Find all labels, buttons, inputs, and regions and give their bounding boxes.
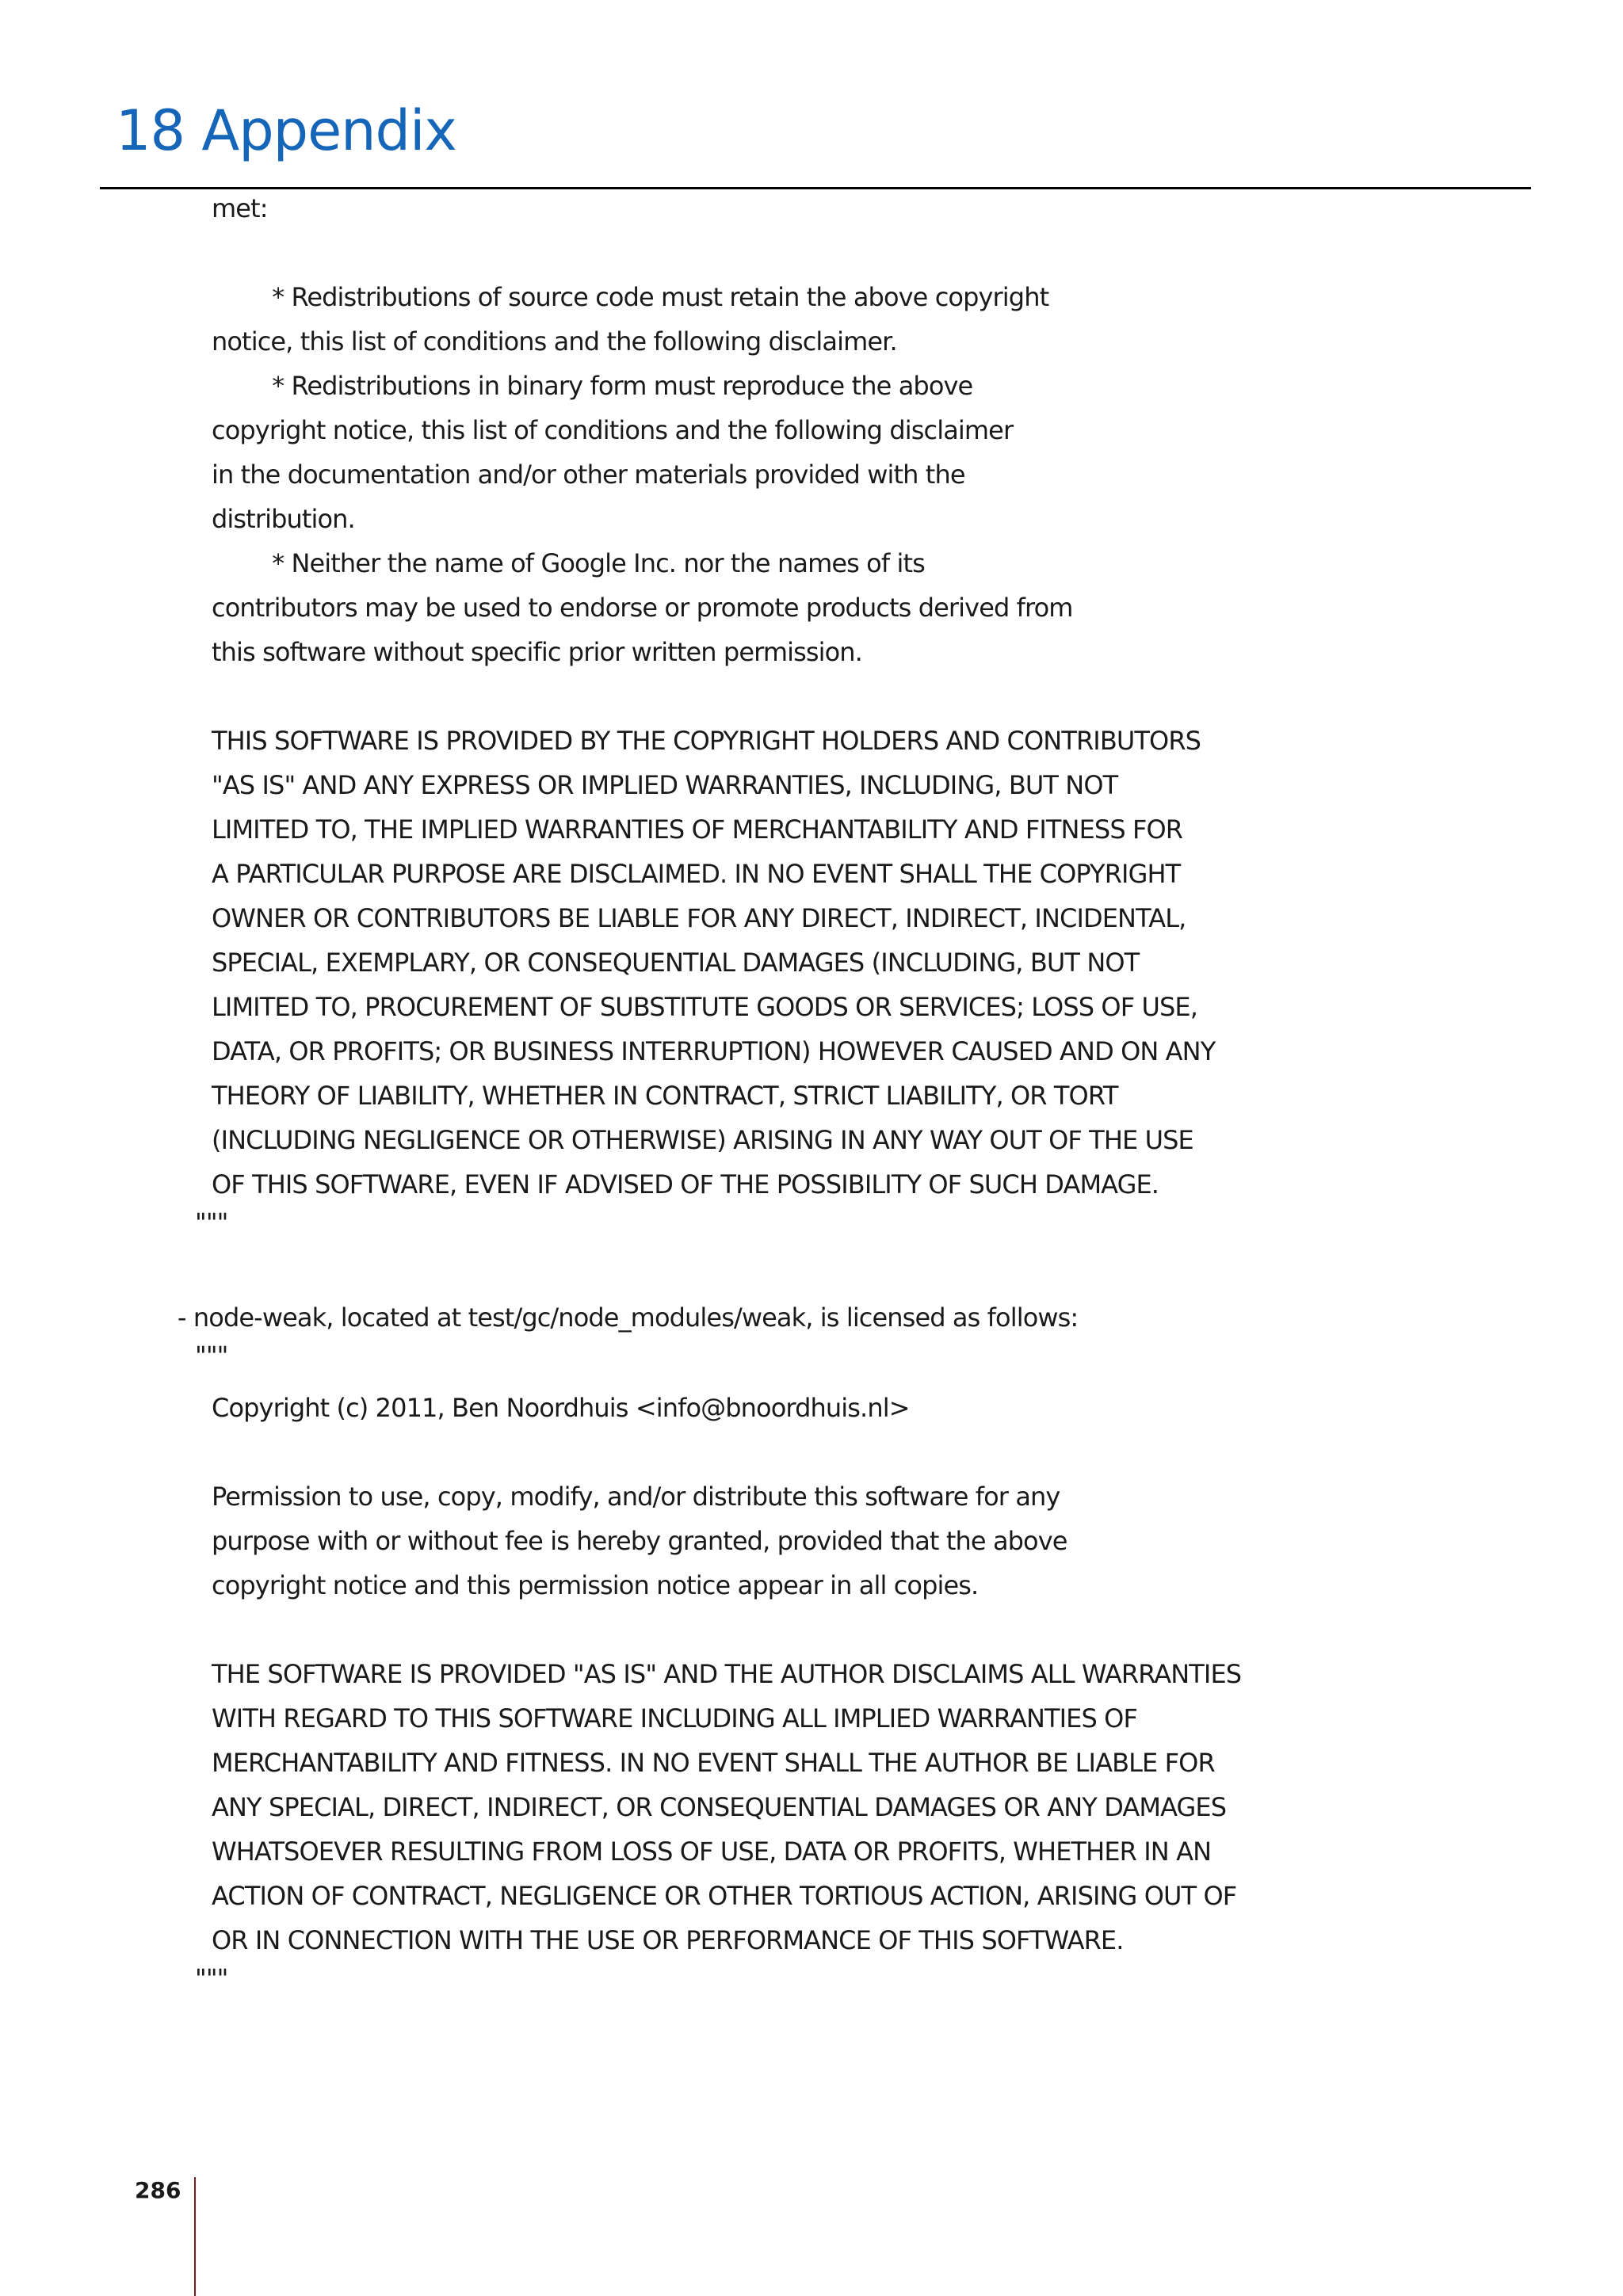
text-line: LIMITED TO, PROCUREMENT OF SUBSTITUTE GOODS OR SERVICES; LOSS OF USE, (212, 992, 1198, 1022)
text-line: """ (195, 1963, 228, 1993)
text-line: OR IN CONNECTION WITH THE USE OR PERFORMANCE OF THIS SOFTWARE. (212, 1925, 1124, 1955)
text-line: * Redistributions in binary form must reproduce the above (242, 371, 973, 401)
footer-divider (194, 2177, 196, 2296)
text-line: * Redistributions of source code must retain the above copyright (242, 282, 1049, 312)
text-line: SPECIAL, EXEMPLARY, OR CONSEQUENTIAL DAMAGES (INCLUDING, BUT NOT (212, 948, 1140, 978)
text-line: MERCHANTABILITY AND FITNESS. IN NO EVENT SHALL THE AUTHOR BE LIABLE FOR (212, 1748, 1215, 1778)
text-line: THEORY OF LIABILITY, WHETHER IN CONTRACT, STRICT LIABILITY, OR TORT (212, 1081, 1118, 1111)
text-line: notice, this list of conditions and the following disclaimer. (212, 326, 897, 357)
text-line: * Neither the name of Google Inc. nor the names of its (242, 548, 925, 578)
text-line: Copyright (c) 2011, Ben Noordhuis <info@bnoordhuis.nl> (212, 1393, 910, 1423)
text-line: this software without specific prior written permission. (212, 637, 862, 667)
text-line: LIMITED TO, THE IMPLIED WARRANTIES OF MERCHANTABILITY AND FITNESS FOR (212, 814, 1183, 845)
text-line: ANY SPECIAL, DIRECT, INDIRECT, OR CONSEQUENTIAL DAMAGES OR ANY DAMAGES (212, 1792, 1227, 1822)
text-line: copyright notice, this list of conditions and the following disclaimer (212, 415, 1014, 445)
text-line: "AS IS" AND ANY EXPRESS OR IMPLIED WARRANTIES, INCLUDING, BUT NOT (212, 770, 1118, 800)
text-line: """ (195, 1207, 228, 1238)
text-line: WHATSOEVER RESULTING FROM LOSS OF USE, DATA OR PROFITS, WHETHER IN AN (212, 1836, 1212, 1867)
text-line: purpose with or without fee is hereby granted, provided that the above (212, 1526, 1067, 1556)
text-line: in the documentation and/or other materials provided with the (212, 460, 965, 490)
page-number: 286 (135, 2177, 181, 2203)
text-line: OWNER OR CONTRIBUTORS BE LIABLE FOR ANY DIRECT, INDIRECT, INCIDENTAL, (212, 903, 1186, 933)
text-line: WITH REGARD TO THIS SOFTWARE INCLUDING ALL IMPLIED WARRANTIES OF (212, 1703, 1137, 1733)
text-line: THIS SOFTWARE IS PROVIDED BY THE COPYRIGHT HOLDERS AND CONTRIBUTORS (212, 726, 1201, 756)
chapter-title: 18 Appendix (116, 98, 456, 163)
text-line: contributors may be used to endorse or promote products derived from (212, 593, 1073, 623)
text-line: THE SOFTWARE IS PROVIDED "AS IS" AND THE AUTHOR DISCLAIMS ALL WARRANTIES (212, 1659, 1242, 1689)
text-line: (INCLUDING NEGLIGENCE OR OTHERWISE) ARISING IN ANY WAY OUT OF THE USE (212, 1125, 1193, 1155)
title-divider (100, 187, 1531, 189)
text-line: ACTION OF CONTRACT, NEGLIGENCE OR OTHER TORTIOUS ACTION, ARISING OUT OF (212, 1881, 1237, 1911)
text-line: - node-weak, located at test/gc/node_modules/weak, is licensed as follows: (178, 1302, 1079, 1333)
text-line: A PARTICULAR PURPOSE ARE DISCLAIMED. IN NO EVENT SHALL THE COPYRIGHT (212, 859, 1181, 889)
text-line: Permission to use, copy, modify, and/or distribute this software for any (212, 1482, 1060, 1512)
text-line: DATA, OR PROFITS; OR BUSINESS INTERRUPTION) HOWEVER CAUSED AND ON ANY (212, 1036, 1216, 1066)
text-line: """ (195, 1341, 228, 1371)
text-line: copyright notice and this permission notice appear in all copies. (212, 1570, 979, 1600)
text-line: OF THIS SOFTWARE, EVEN IF ADVISED OF THE POSSIBILITY OF SUCH DAMAGE. (212, 1169, 1159, 1199)
text-line: distribution. (212, 504, 355, 534)
text-line: met: (212, 193, 268, 223)
